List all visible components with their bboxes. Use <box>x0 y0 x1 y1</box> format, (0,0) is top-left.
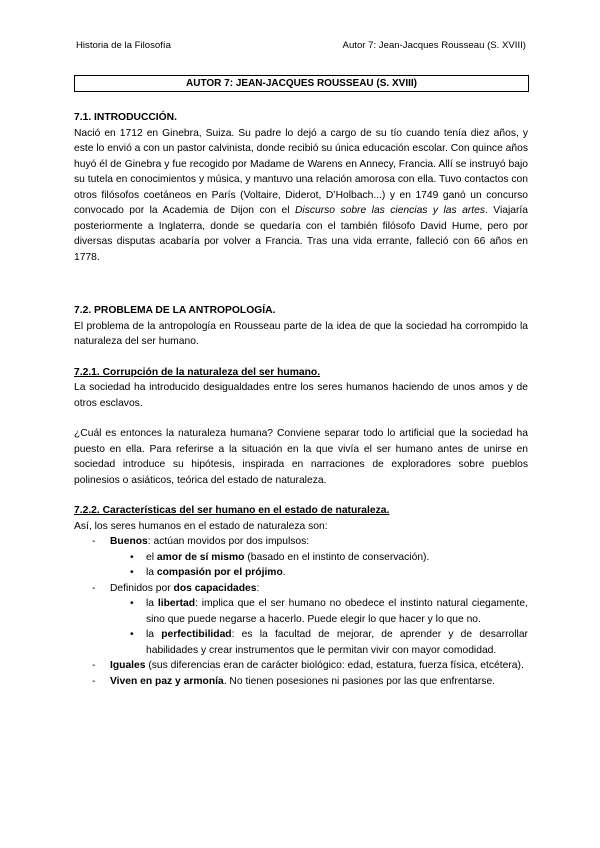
term-perfectibilidad: perfectibilidad <box>161 629 232 640</box>
section-7-1-heading: 7.1. INTRODUCCIÓN. <box>74 112 177 123</box>
list-item-libertad <box>110 596 528 627</box>
section-7-2-2-heading: 7.2.2. Características del ser humano en el estado de naturaleza. <box>74 505 390 516</box>
text-perfectibilidad: : es la facultad de mejorar, de aprender y de desarrollar habilidades y crear instrumentos que le permitan vivir con mayor comodidad. <box>146 629 528 656</box>
list-item-capacidades <box>74 581 528 659</box>
text-libertad: : implica que el ser humano no obedece el instinto natural ciegamente, sino que puede negarse a hacerlo. Puede elegir lo que hacer y lo que no. <box>146 598 528 625</box>
text-capac: : <box>256 582 260 594</box>
list-item-iguales <box>74 658 528 674</box>
list-item-amor <box>110 550 528 566</box>
section-7-2-1-heading: 7.2.1. Corrupción de la naturaleza del ser humano. <box>74 366 321 378</box>
header-right: Autor 7: Jean-Jacques Rousseau (S. XVIII) <box>342 40 526 51</box>
work-title: Discurso sobre las ciencias y las artes <box>294 205 485 216</box>
list-item-compasion <box>110 565 528 581</box>
section-7-2-1-paragraph-2: ¿Cuál es entonces la naturaleza humana? Conviene separar todo lo artificial que la sociedad ha puesto en ella. Para referirse a la situación en la que vivía el ser humano antes de unirse en sociedad introduce su hipótesis, inspirada en narraciones de exploradores sobre pueblos polinesios o asiáticos, teórica del estado de naturaleza. <box>74 428 528 486</box>
text-amor-pre: el <box>146 551 157 563</box>
list-item-perfectibilidad <box>110 627 528 658</box>
text-perf-pre: la <box>146 629 162 640</box>
text-amor: (basado en el instinto de conservación). <box>244 551 430 563</box>
text-comp-pre: la <box>146 567 157 578</box>
section-7-2-1-paragraph-1: La sociedad ha introducido desigualdades entre los seres humanos haciendo de unos amos y de otros esclavos. <box>74 382 528 409</box>
intro-text-b: . Viajaría posteriormente a Inglaterra, donde se quedaría con el también filósofo David Hume, pero por diversas disputas acabaría por volver a Francia. Tras una vida errante, falleció con 66 años en 1778. <box>74 205 529 263</box>
capacities-list <box>110 596 528 658</box>
text-buenos: : actúan movidos por dos impulsos: <box>147 536 310 547</box>
section-7-1-paragraph <box>74 126 528 266</box>
term-buenos: Buenos <box>110 536 148 547</box>
list-item-buenos <box>74 534 528 581</box>
section-7-2-2-intro: Así, los seres humanos en el estado de naturaleza son: <box>74 520 328 532</box>
term-compasion: compasión por el prójimo <box>156 567 283 578</box>
text-lib-pre: la <box>146 598 158 609</box>
intro-text-a: Nació en 1712 en Ginebra, Suiza. Su padre lo dejó a cargo de su tío cuando tenía diez años, y este lo envió a con un pastor calvinista, donde recibió su única educación escolar. Con quince años huyó él de Ginebra y fue recogido por Madame de Warens en Annecy, Francia. Allí se instruyó bajo su tutela en conocimientos y música, y mantuvo una relación amorosa con ella. Tuvo contactos con otros filósofos coetáneos en París (Voltaire, Diderot, D’Holbach...) y en 1749 ganó un concurso convocado por la Academia de Dijon con el <box>74 127 528 216</box>
text-iguales: (sus diferencias eran de carácter biológico: edad, estatura, fuerza física, etcétera). <box>145 660 524 671</box>
section-7-2-paragraph: El problema de la antropología en Rousseau parte de la idea de que la sociedad ha corrompido la naturaleza del ser humano. <box>74 320 528 347</box>
list-item-paz <box>74 674 528 690</box>
text-paz: . No tienen posesiones ni pasiones por las que enfrentarse. <box>223 675 496 687</box>
term-libertad: libertad <box>157 598 196 609</box>
document-body <box>74 110 528 689</box>
characteristics-list <box>74 534 528 689</box>
term-capacidades: dos capacidades <box>173 582 257 594</box>
section-7-2-heading: 7.2. PROBLEMA DE LA ANTROPOLOGÍA. <box>74 305 276 316</box>
header-left: Historia de la Filosofía <box>76 40 171 51</box>
text-comp: . <box>282 567 286 578</box>
impulses-list <box>110 550 528 581</box>
term-amor: amor de sí mismo <box>156 551 245 563</box>
text-capac-pre: Definidos por <box>110 582 174 594</box>
term-iguales: Iguales <box>110 660 146 671</box>
document-title: AUTOR 7: JEAN-JACQUES ROUSSEAU (S. XVIII) <box>74 75 529 92</box>
term-paz: Viven en paz y armonía <box>110 675 224 687</box>
